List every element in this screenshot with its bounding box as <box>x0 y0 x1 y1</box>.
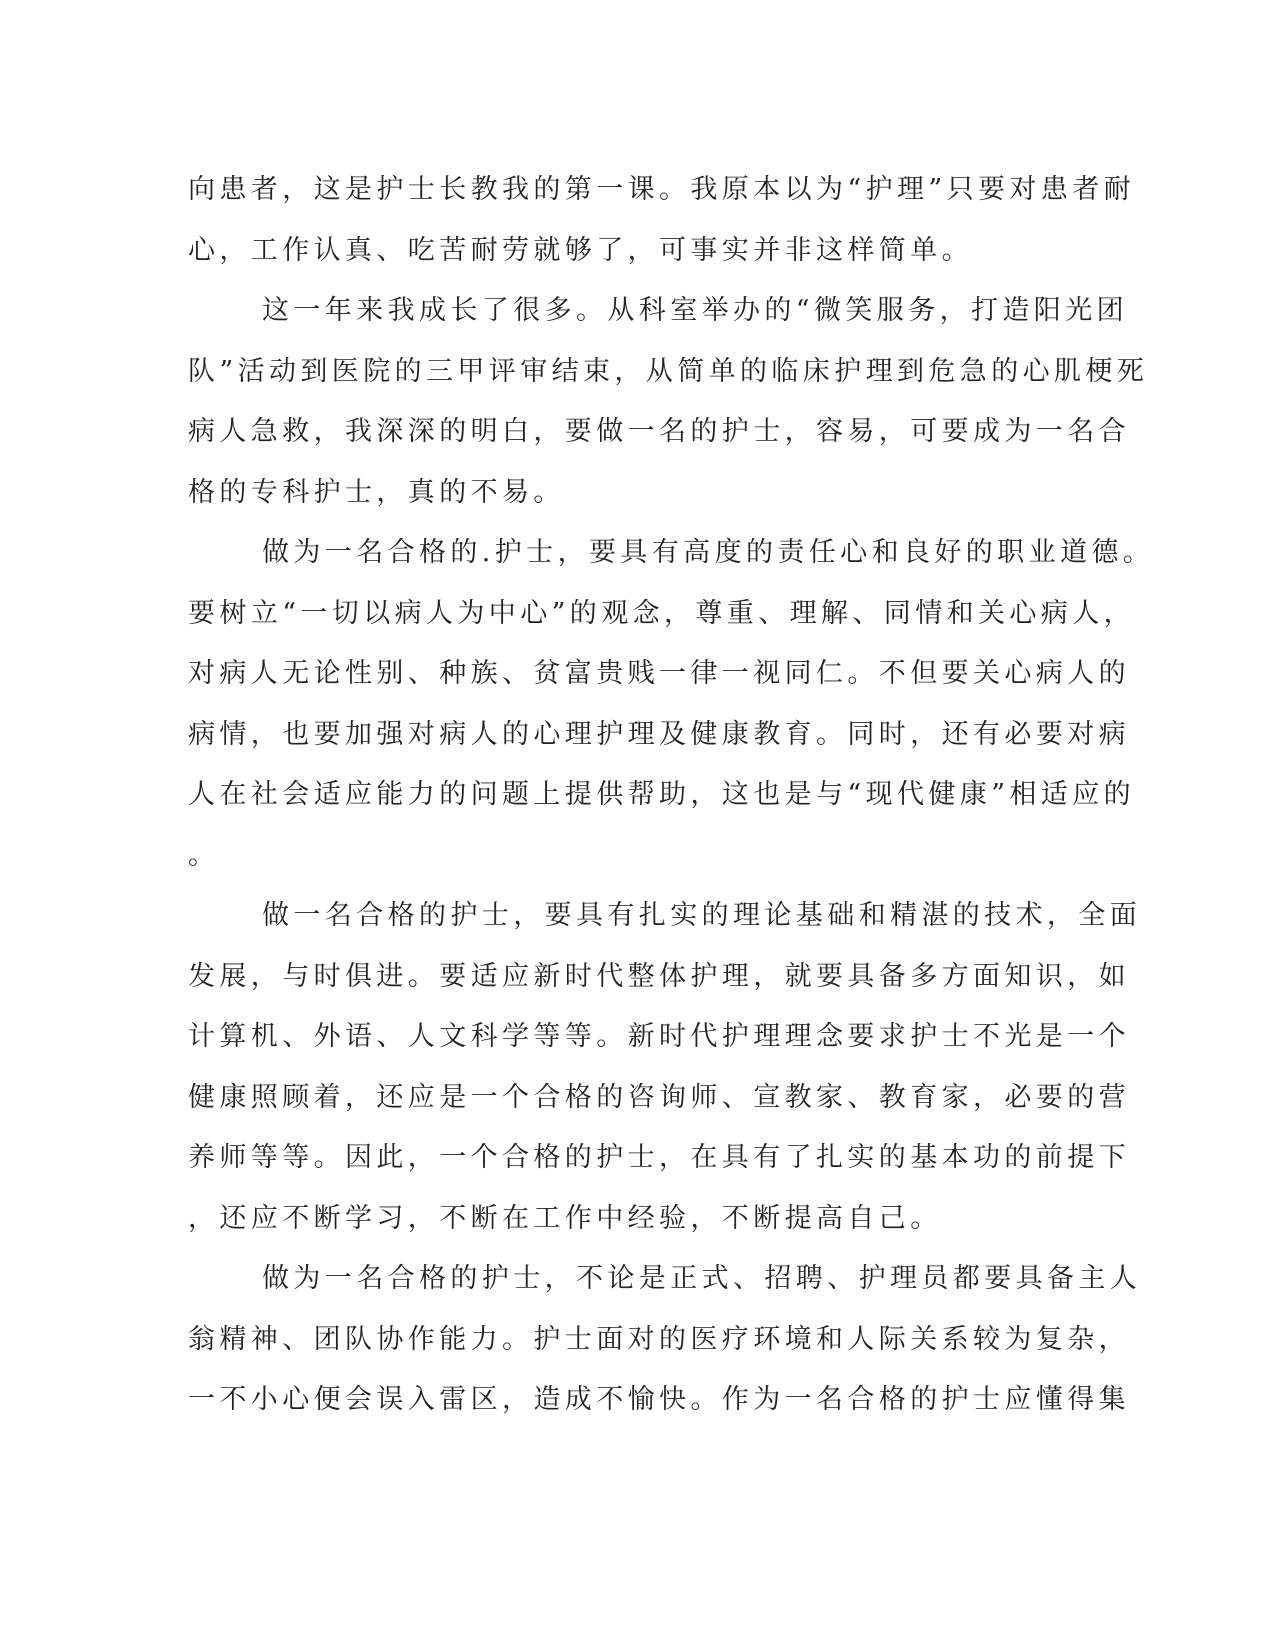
text-line: 这一年来我成长了很多。从科室举办的“微笑服务，打造阳光团 <box>262 295 1129 326</box>
paragraph <box>188 886 1142 1249</box>
text-line: 计算机、外语、人文科学等等。新时代护理理念要求护士不光是一个 <box>188 1021 1130 1052</box>
text-line: ，还应不断学习，不断在工作中经验，不断提高自己。 <box>188 1202 942 1234</box>
text-line: 养师等等。因此，一个合格的护士，在具有了扎实的基本功的前提下 <box>188 1142 1130 1173</box>
text-line: 做为一名合格的护士，不论是正式、招聘、护理员都要具备主人 <box>262 1263 1142 1294</box>
text-line: 人在社会适应能力的问题上提供帮助，这也是与“现代健康”相适应的 <box>188 779 1136 810</box>
text-line: 做一名合格的护士，要具有扎实的理论基础和精湛的技术，全面 <box>262 900 1142 931</box>
text-line: 病人急救，我深深的明白，要做一名的护士，容易，可要成为一名合 <box>188 416 1130 447</box>
text-line: 一不小心便会误入雷区，造成不愉快。作为一名合格的护士应懂得集 <box>188 1384 1130 1415</box>
text-line: 发展，与时俱进。要适应新时代整体护理，就要具备多方面知识，如 <box>188 960 1130 992</box>
text-line: 做为一名合格的.护士，要具有高度的责任心和良好的职业道德。 <box>262 537 1155 568</box>
text-line: 心，工作认真、吃苦耐劳就够了，可事实并非这样简单。 <box>188 234 973 266</box>
paragraph <box>188 160 1136 281</box>
paragraph <box>188 523 1155 886</box>
paragraph <box>188 1249 1142 1431</box>
text-line: 向患者，这是护士长教我的第一课。我原本以为“护理”只要对患者耐 <box>188 174 1136 205</box>
body-text <box>188 160 1155 1431</box>
text-line: 队”活动到医院的三甲评审结束，从简单的临床护理到危急的心肌梗死 <box>188 355 1149 387</box>
text-line: 要树立“一切以病人为中心”的观念，尊重、理解、同情和关心病人， <box>188 597 1136 629</box>
paragraph <box>188 281 1149 523</box>
text-line: 对病人无论性别、种族、贫富贵贱一律一视同仁。不但要关心病人的 <box>188 658 1130 689</box>
text-line: 健康照顾着，还应是一个合格的咨询师、宣教家、教育家，必要的营 <box>188 1081 1130 1113</box>
text-line: 。 <box>188 839 220 871</box>
text-line: 翁精神、团队协作能力。护士面对的医疗环境和人际关系较为复杂， <box>188 1323 1130 1355</box>
text-line: 病情，也要加强对病人的心理护理及健康教育。同时，还有必要对病 <box>188 718 1130 750</box>
text-line: 格的专科护士，真的不易。 <box>188 476 565 508</box>
